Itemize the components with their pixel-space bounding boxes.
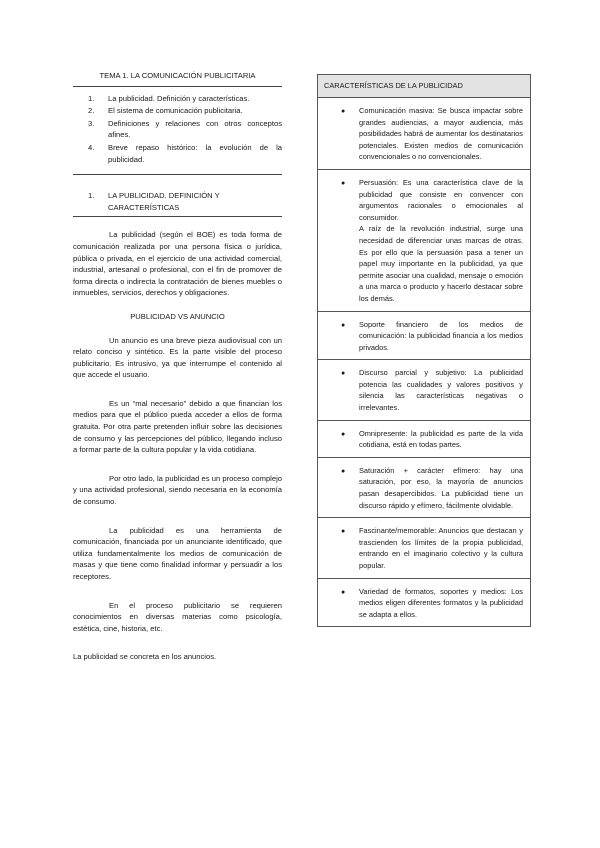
- doc-title: TEMA 1. LA COMUNICACIÓN PUBLICITARIA: [73, 70, 282, 87]
- bullet-icon: ●: [341, 588, 346, 596]
- list-item: ● Comunicación masiva: Se busca impactar sobre grandes audiencias, a mayor audiencia, más posibilidades habrá de aumentar los destinatarios potenciales. Existen medios de comunicación convencionales o no convencionales.: [318, 98, 530, 170]
- paragraph-concreta: La publicidad se concreta en los anuncios.: [73, 652, 217, 662]
- list-item: ● Omnipresente: la publicidad es parte de la vida cotidiana, está en todas partes.: [318, 421, 530, 458]
- characteristics-box: [317, 74, 531, 627]
- bullet-icon: ●: [341, 467, 346, 475]
- paragraph-proceso: Por otro lado, la publicidad es un proceso complejo y una actividad profesional, siendo necesaria en la economía de consumo.: [73, 473, 282, 507]
- paragraph-definition: La publicidad (según el BOE) es toda forma de comunicación realizada por una persona física o jurídica, pública o privada, en el ejercicio de una actividad comercial, industrial, artesanal o profesional, con el fin de promover de forma directa o indirecta la contratación de bienes muebles o inmuebles, servicios, derechos y obligaciones.: [73, 230, 282, 298]
- list-item: ● Fascinante/memorable: Anuncios que destacan y trascienden los límites de la propia publicidad, entrando en el imaginario colectivo y la cultura popular.: [318, 518, 530, 578]
- toc-item: 3. Definiciones y relaciones con otros conceptos afines.: [88, 118, 282, 140]
- toc-item: 1. La publicidad. Definición y características.: [88, 93, 250, 103]
- list-item: ● Variedad de formatos, soportes y medios: Los medios eligen diferentes formatos y la publicidad se adapta a ellos.: [341, 586, 523, 619]
- paragraph-conocimientos: En el proceso publicitario se requieren conocimientos en diversas materias como psicología, estética, cine, historia, etc.: [73, 600, 282, 633]
- list-item: ● Soporte financiero de los medios de comunicación: la publicidad financia a los medios privados.: [318, 312, 530, 361]
- paragraph-anuncio: Un anuncio es una breve pieza audiovisual con un relato conciso y sintético. Es la parte visible del proceso publicitario. Es intrusivo, ya que interrumpe el contenido al que accede el usuario.: [73, 335, 282, 380]
- bullet-icon: ●: [341, 179, 346, 187]
- paragraph-herramienta: La publicidad es una herramienta de comunicación, financiada por un anunciante identificado, que utiliza fundamentalmente los medios de comunicación de masas y que tiene como finalidad informar y persuadir a los receptores.: [73, 525, 282, 581]
- bullet-icon: ●: [341, 528, 346, 536]
- left-column: [73, 70, 282, 663]
- list-item: ● Saturación + carácter efímero: hay una saturación, por eso, la mayoría de anuncios pasan desapercibidos. La publicidad tiene un discurso rápido y efímero, fácilmente olvidable.: [318, 458, 530, 518]
- bullet-icon: ●: [341, 321, 346, 329]
- section-heading: 1. LA PUBLICIDAD. DEFINICIÓN Y CARACTERÍSTICAS: [73, 190, 282, 217]
- paragraph-mal-necesario: Es un “mal necesario” debido a que financian los medios para que el público pueda acceder a ellos de forma gratuita. Por otra parte pretenden influir sobre las decisiones de consumo y las percepciones del público, llegando incluso a formar parte de la cultura popular y la vida cotidiana.: [73, 398, 282, 455]
- toc-item: 4. Breve repaso histórico: la evolución de la publicidad.: [88, 142, 282, 164]
- subheading: PUBLICIDAD VS ANUNCIO: [130, 311, 225, 321]
- bullet-icon: ●: [341, 370, 346, 378]
- table-of-contents: [73, 93, 282, 176]
- box-header: CARACTERÍSTICAS DE LA PUBLICIDAD: [318, 75, 530, 98]
- toc-item: 2. El sistema de comunicación publicitaria.: [88, 106, 243, 116]
- list-item: ● Persuasión: Es una característica clave de la publicidad que consiste en convencer con argumentos racionales o emocionales al consumidor. A raíz de la revolución industrial, surge una necesidad de diferenciar unas marcas de otras. Es por ello que la persuasión pasa a tener un papel muy importante en la publicidad, ya que permite asociar una cualidad, mensaje o emoción a una marca o producto y hacerlo destacar sobre los demás.: [318, 170, 530, 312]
- bullet-icon: ●: [341, 108, 346, 115]
- bullet-icon: ●: [341, 430, 346, 438]
- list-item: ● Discurso parcial y subjetivo: La publicidad potencia las cualidades y valores positivos y silencia las características negativas o irrelevantes.: [318, 360, 530, 420]
